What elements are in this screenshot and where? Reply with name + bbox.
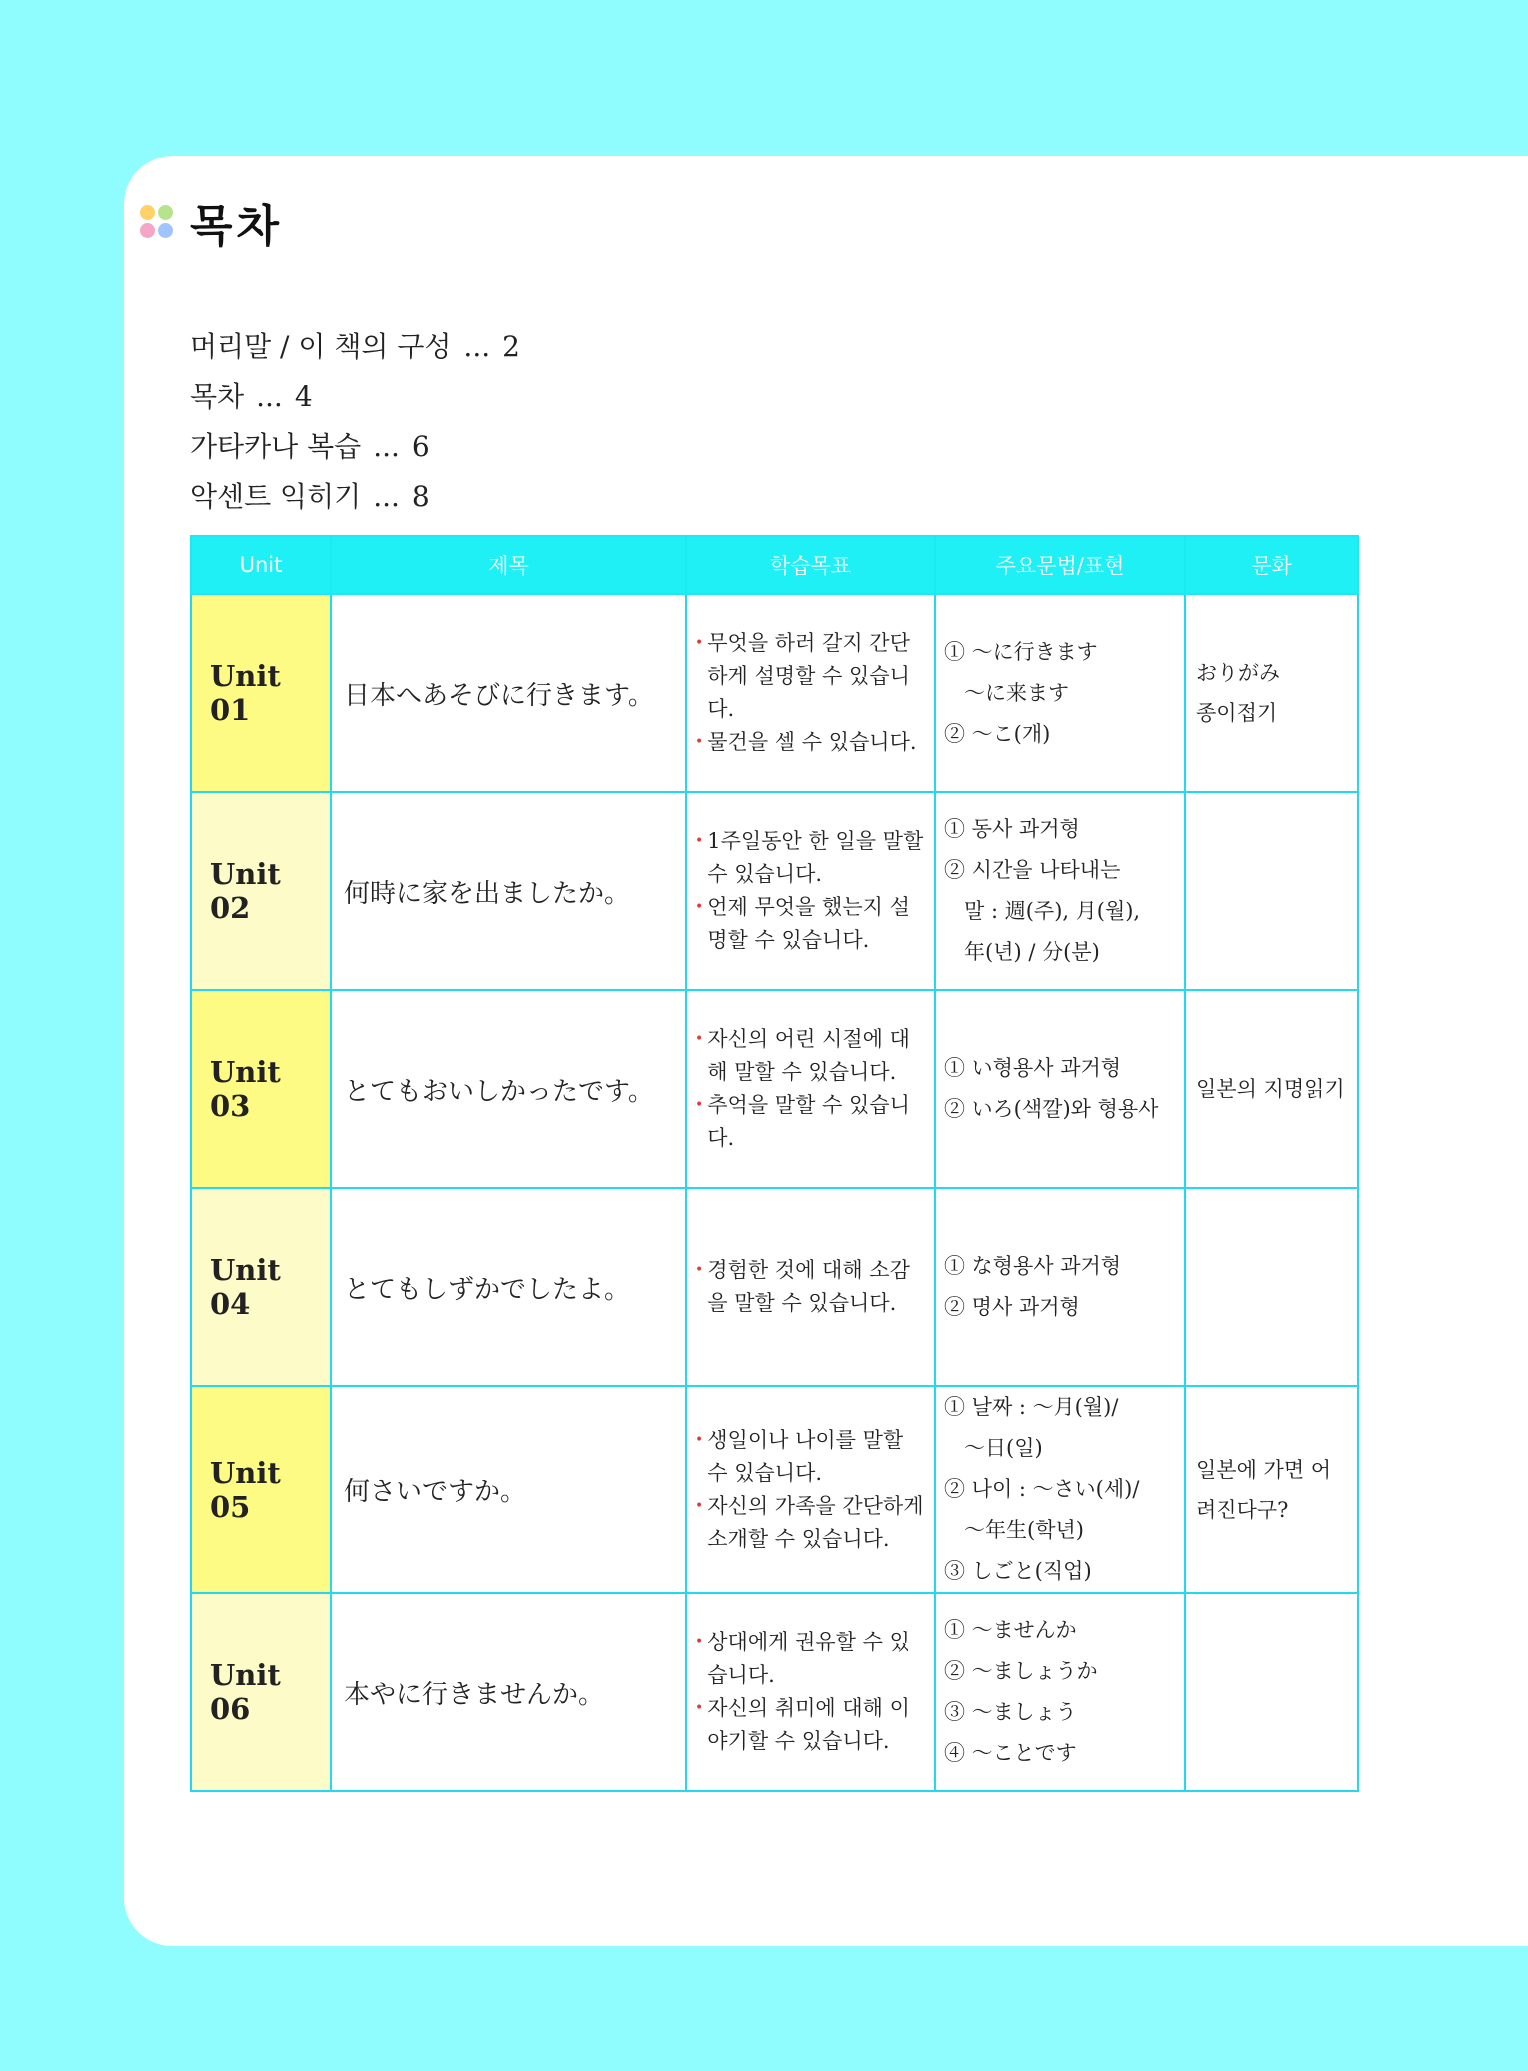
goal-text: 언제 무엇을 했는지 설명할 수 있습니다. bbox=[707, 895, 910, 952]
goal-item bbox=[695, 825, 928, 891]
goal-item bbox=[695, 1023, 928, 1089]
unit-title: 何さいですか。 bbox=[331, 1386, 686, 1593]
goal-item bbox=[695, 1626, 928, 1692]
header-culture: 문화 bbox=[1185, 536, 1358, 594]
toc-page: 2 bbox=[502, 330, 520, 363]
goal-item bbox=[695, 726, 928, 759]
grammar-cell bbox=[935, 1593, 1185, 1791]
table-row bbox=[191, 1593, 1358, 1791]
grammar-item: ① 날짜 : ～月(월)/ bbox=[944, 1395, 1119, 1419]
grammar-cell bbox=[935, 1188, 1185, 1386]
goal-text: 자신의 어린 시절에 대해 말할 수 있습니다. bbox=[707, 1027, 910, 1084]
grammar-cell bbox=[935, 990, 1185, 1188]
grammar-item: ～年生(학년) bbox=[944, 1518, 1084, 1542]
toc-item[interactable] bbox=[190, 422, 520, 472]
goal-item bbox=[695, 1692, 928, 1758]
header-unit: Unit bbox=[191, 536, 331, 594]
grammar-item: ① な형용사 과거형 bbox=[944, 1254, 1122, 1278]
unit-label[interactable]: Unit 04 bbox=[191, 1188, 331, 1386]
bullet-icon: • bbox=[695, 1097, 704, 1113]
toc-label: 악센트 익히기 bbox=[190, 480, 362, 513]
goal-item bbox=[695, 891, 928, 957]
toc-label: 머리말 / 이 책의 구성 bbox=[190, 330, 452, 363]
culture-cell bbox=[1185, 792, 1358, 990]
four-dots-icon bbox=[140, 205, 174, 239]
grammar-item: ① 동사 과거형 bbox=[944, 817, 1080, 841]
toc-label: 가타카나 복습 bbox=[190, 430, 362, 463]
toc-page: 6 bbox=[411, 430, 430, 463]
goal-item bbox=[695, 1089, 928, 1155]
toc-dots: ... bbox=[373, 430, 400, 463]
header-grammar: 주요문법/표현 bbox=[935, 536, 1185, 594]
culture-cell bbox=[1185, 594, 1358, 792]
grammar-item: ① ～に行きます bbox=[944, 639, 1098, 664]
grammar-item: ③ ～ましょう bbox=[944, 1700, 1077, 1724]
unit-title: 日本へあそびに行きます。 bbox=[331, 594, 686, 792]
goals-cell bbox=[686, 792, 935, 990]
grammar-cell bbox=[935, 792, 1185, 990]
goal-text: 자신의 가족을 간단하게 소개할 수 있습니다. bbox=[707, 1493, 924, 1551]
grammar-item: ～日(일) bbox=[944, 1436, 1043, 1460]
unit-label[interactable]: Unit 02 bbox=[191, 792, 331, 990]
goal-text: 무엇을 하러 갈지 간단하게 설명할 수 있습니다. bbox=[707, 631, 910, 721]
goals-cell bbox=[686, 990, 935, 1188]
culture-cell bbox=[1185, 1188, 1358, 1386]
unit-label[interactable]: Unit 03 bbox=[191, 990, 331, 1188]
grammar-item: ② 명사 과거형 bbox=[944, 1295, 1080, 1319]
bullet-icon: • bbox=[695, 1497, 704, 1514]
grammar-item: ② 나이 : ～さい(세)/ bbox=[944, 1477, 1140, 1501]
goals-cell bbox=[686, 1593, 935, 1791]
goal-text: 추억을 말할 수 있습니다. bbox=[707, 1093, 910, 1150]
goal-text: 상대에게 권유할 수 있습니다. bbox=[707, 1630, 910, 1687]
grammar-cell bbox=[935, 594, 1185, 792]
goal-text: 생일이나 나이를 말할 수 있습니다. bbox=[707, 1427, 904, 1485]
goal-item bbox=[695, 627, 928, 726]
toc-item[interactable] bbox=[190, 322, 520, 372]
culture-cell bbox=[1185, 1593, 1358, 1791]
bullet-icon: • bbox=[695, 1700, 704, 1716]
table-header-row bbox=[191, 536, 1358, 594]
table-row bbox=[191, 1386, 1358, 1593]
table-row bbox=[191, 792, 1358, 990]
culture-item: 일본에 가면 어려진다구? bbox=[1196, 1457, 1332, 1522]
toc-page: 4 bbox=[294, 380, 313, 413]
culture-item: 종이접기 bbox=[1196, 701, 1278, 725]
goal-text: 1주일동안 한 일을 말할 수 있습니다. bbox=[707, 829, 924, 886]
grammar-item: ② ～ましょうか bbox=[944, 1659, 1098, 1683]
goal-text: 경험한 것에 대해 소감을 말할 수 있습니다. bbox=[707, 1258, 910, 1315]
goals-cell bbox=[686, 1188, 935, 1386]
grammar-cell bbox=[935, 1386, 1185, 1593]
grammar-item: ② 시간을 나타내는 bbox=[944, 858, 1121, 882]
toc-dots: ... bbox=[256, 380, 283, 413]
goal-item bbox=[695, 1424, 928, 1490]
grammar-item: ① ～ませんか bbox=[944, 1618, 1077, 1642]
bullet-icon: • bbox=[695, 1634, 704, 1650]
unit-title: 本やに行きませんか。 bbox=[331, 1593, 686, 1791]
table-row bbox=[191, 1188, 1358, 1386]
goal-item bbox=[695, 1490, 928, 1556]
culture-item: おりがみ bbox=[1196, 661, 1280, 685]
unit-label[interactable]: Unit 01 bbox=[191, 594, 331, 792]
toc-page: 8 bbox=[411, 480, 430, 513]
grammar-item: 말 : 週(주), 月(월), bbox=[944, 899, 1141, 923]
toc-dots: ... bbox=[373, 480, 400, 513]
grammar-item: ③ しごと(직업) bbox=[944, 1559, 1092, 1583]
header-goals: 학습목표 bbox=[686, 536, 935, 594]
culture-cell bbox=[1185, 1386, 1358, 1593]
bullet-icon: • bbox=[695, 1031, 704, 1047]
bullet-icon: • bbox=[695, 1262, 704, 1278]
bullet-icon: • bbox=[695, 635, 704, 651]
page-heading bbox=[140, 190, 283, 254]
grammar-item: ② いろ(색깔)와 형용사 bbox=[944, 1097, 1159, 1121]
goals-cell bbox=[686, 1386, 935, 1593]
goal-text: 물건을 셀 수 있습니다. bbox=[707, 730, 917, 754]
goals-cell bbox=[686, 594, 935, 792]
unit-title: とてもしずかでしたよ。 bbox=[331, 1188, 686, 1386]
unit-title: とてもおいしかったです。 bbox=[331, 990, 686, 1188]
unit-title: 何時に家を出ましたか。 bbox=[331, 792, 686, 990]
bullet-icon: • bbox=[695, 899, 704, 915]
goal-text: 자신의 취미에 대해 이야기할 수 있습니다. bbox=[707, 1696, 910, 1753]
goal-item bbox=[695, 1254, 928, 1320]
grammar-item: ④ ～ことです bbox=[944, 1741, 1077, 1765]
table-row bbox=[191, 594, 1358, 792]
page-title: 목차 bbox=[190, 201, 284, 252]
culture-item: 일본의 지명읽기 bbox=[1196, 1077, 1345, 1101]
toc-item[interactable] bbox=[190, 372, 520, 422]
unit-label[interactable]: Unit 06 bbox=[191, 1593, 331, 1791]
grammar-item: ～に来ます bbox=[944, 680, 1070, 705]
grammar-item: ① い형용사 과거형 bbox=[944, 1056, 1122, 1080]
toc-item[interactable] bbox=[190, 472, 520, 522]
unit-label[interactable]: Unit 05 bbox=[191, 1386, 331, 1593]
culture-cell bbox=[1185, 990, 1358, 1188]
bullet-icon: • bbox=[695, 833, 704, 849]
table-row bbox=[191, 990, 1358, 1188]
bullet-icon: • bbox=[695, 734, 704, 750]
header-title: 제목 bbox=[331, 536, 686, 594]
toc-label: 목차 bbox=[190, 380, 245, 413]
bullet-icon: • bbox=[695, 1431, 704, 1448]
grammar-item: 年(년) / 分(분) bbox=[944, 940, 1100, 964]
grammar-item: ② ～こ(개) bbox=[944, 721, 1051, 746]
units-table bbox=[190, 535, 1359, 1792]
toc-dots: ... bbox=[463, 330, 491, 363]
toc-list bbox=[190, 322, 520, 522]
